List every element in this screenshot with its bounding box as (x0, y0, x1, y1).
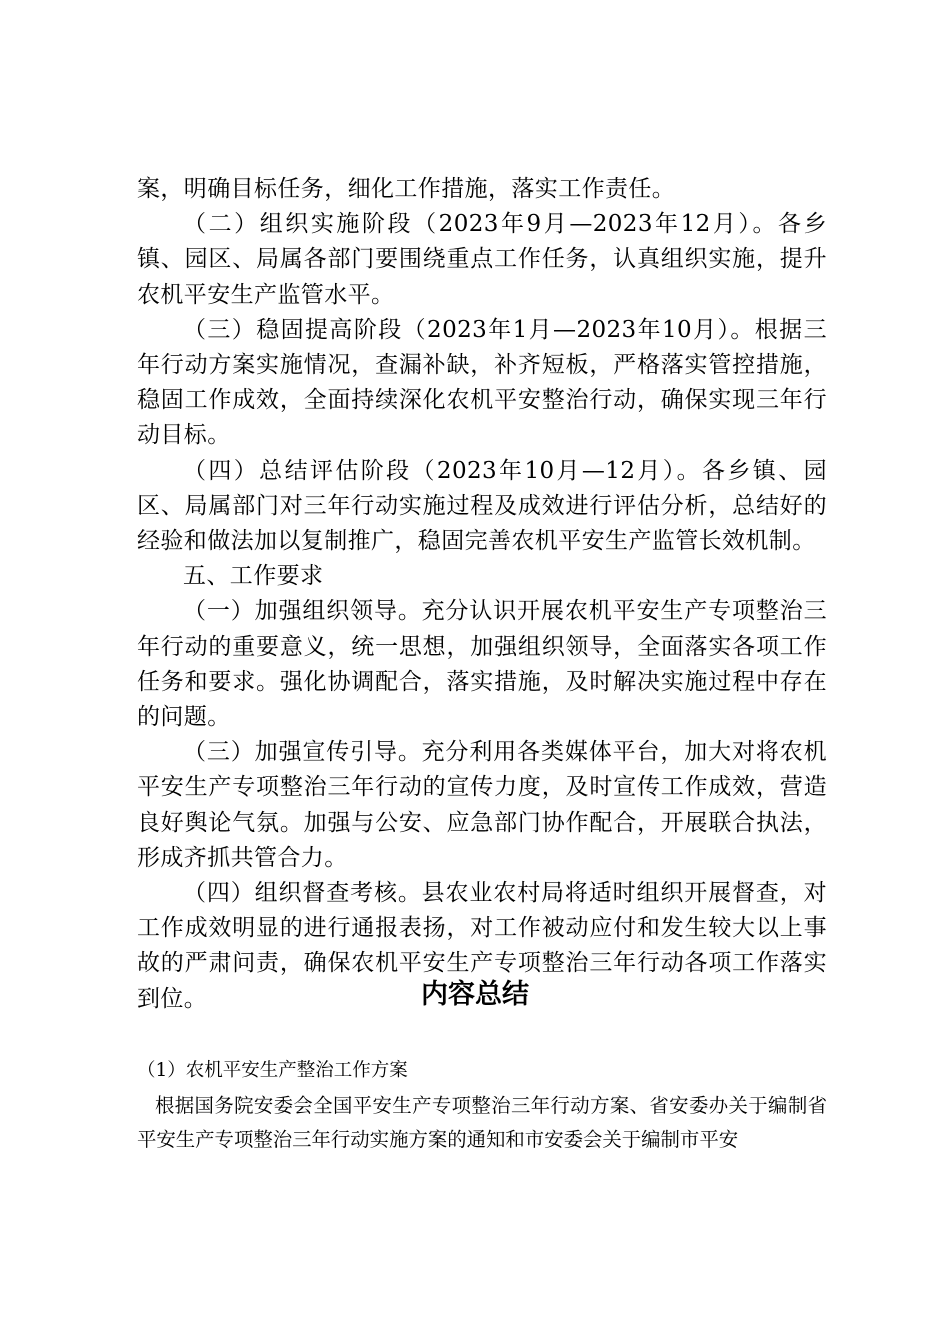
summary-title: 内容总结 (421, 979, 529, 1010)
document-body (137, 172, 827, 1017)
summary-heading: （1）农机平安生产整治工作方案 (137, 1060, 408, 1081)
paragraph-publicity-guidance: （三）加强宣传引导。充分利用各类媒体平台，加大对将农机平安生产专项整治三年行动的宣传力度，及时宣传工作成效，营造良好舆论气氛。加强与公安、应急部门协作配合，开展联合执法，形成齐抓共管合力。 (137, 739, 827, 871)
paragraph-implementation-phase: （二）组织实施阶段（2023年9月—2023年12月）。各乡镇、园区、局属各部门要围绕重点工作任务，认真组织实施，提升农机平安生产监管水平。 (137, 211, 827, 308)
section-heading-work-requirements: 五、工作要求 (183, 563, 324, 590)
paragraph-supervision-assessment: （四）组织督查考核。县农业农村局将适时组织开展督查，对工作成效明显的进行通报表扬，对工作被动应付和发生较大以上事故的严肃问责，确保农机平安生产专项整治三年行动各项工作落实到位。 (137, 880, 827, 1012)
summary-text: 根据国务院安委会全国平安生产专项整治三年行动方案、省安委办关于编制省平安生产专项整治三年行动实施方案的通知和市安委会关于编制市平安 (137, 1094, 827, 1151)
paragraph-consolidation-phase: （三）稳固提高阶段（2023年1月—2023年10月）。根据三年行动方案实施情况，查漏补缺，补齐短板，严格落实管控措施，稳固工作成效，全面持续深化农机平安整治行动，确保实现三年行动目标。 (137, 316, 827, 449)
paragraph-continuation: 案，明确目标任务，细化工作措施，落实工作责任。 (137, 176, 676, 202)
paragraph-organization-leadership: （一）加强组织领导。充分认识开展农机平安生产专项整治三年行动的重要意义，统一思想，加强组织领导，全面落实各项工作任务和要求。强化协调配合，落实措施，及时解决实施过程中存在的问题。 (137, 598, 827, 731)
paragraph-evaluation-phase: （四）总结评估阶段（2023年10月—12月）。各乡镇、园区、局属部门对三年行动实施过程及成效进行评估分析，总结好的经验和做法加以复制推广，稳固完善农机平安生产监管长效机制。 (137, 457, 827, 555)
summary-section (137, 1056, 827, 1157)
